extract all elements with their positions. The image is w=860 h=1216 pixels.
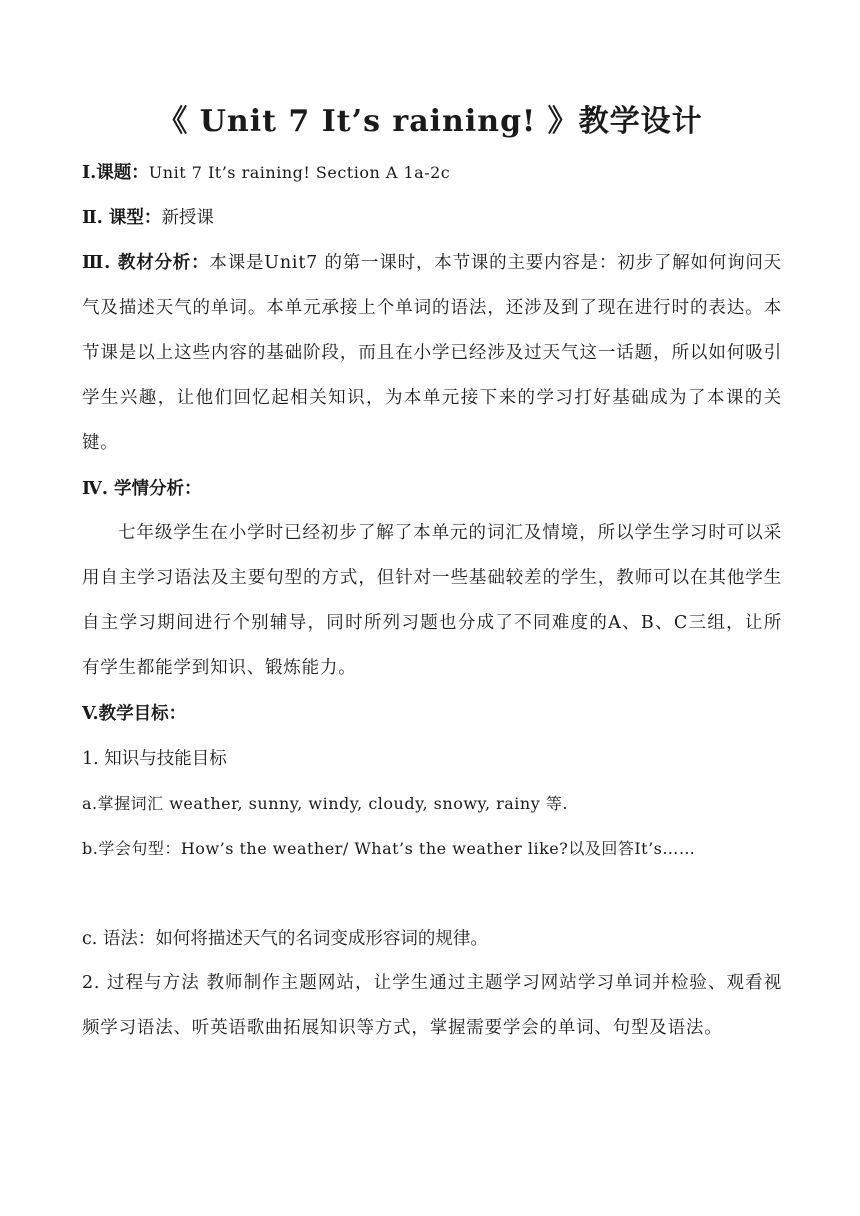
goals-label: V.教学目标： — [82, 704, 187, 724]
students-paragraph: 七年级学生在小学时已经初步了解了本单元的词汇及情境，所以学生学习时可以采用自主学习语法及主要句型的方式，但针对一些基础较差的学生，教师可以在其他学生自主学习期间进行个别辅导，同时所列习题也分成了不同难度的A、B、C三组，让所有学生都能学到知识、锻炼能力。 — [82, 523, 782, 678]
goal-1c: c. 语法：如何将描述天气的名词变成形容词的规律。 — [82, 929, 488, 949]
material-paragraph — [82, 241, 782, 466]
material-text: 本课是Unit7 的第一课时，本节课的主要内容是：初步了解如何询问天气及描述天气的单词。本单元承接上个单词的语法，还涉及到了现在进行时的表达。本节课是以上这些内容的基础阶段，而且在小学已经涉及过天气这一话题，所以如何吸引学生兴趣，让他们回忆起相关知识，为本单元接下来的学习打好基础成为了本课的关键。 — [82, 253, 782, 453]
material-label: Ⅲ. 教材分析： — [82, 253, 210, 273]
topic-value: Unit 7 It’s raining! Section A 1a-2c — [148, 163, 451, 182]
type-label: Ⅱ. 课型： — [82, 208, 162, 228]
goal-1b: b.学会句型：How’s the weather/ What’s the weather like?以及回答It’s…… — [82, 839, 696, 858]
students-heading — [82, 466, 782, 512]
topic-label: Ⅰ.课题： — [82, 163, 149, 183]
page-title: 《 Unit 7 It’s raining! 》教学设计 — [157, 104, 703, 139]
type-line — [82, 195, 782, 241]
goal-2: 2. 过程与方法 教师制作主题网站，让学生通过主题学习网站学习单词并检验、观看视频学习语法、听英语歌曲拓展知识等方式，掌握需要学会的单词、句型及语法。 — [82, 973, 782, 1038]
topic-line — [82, 150, 782, 196]
goal-1a: a.掌握词汇 weather, sunny, windy, cloudy, snowy, rainy 等. — [82, 794, 568, 813]
students-label: Ⅳ. 学情分析： — [82, 479, 202, 499]
goal-1: 1. 知识与技能目标 — [82, 749, 227, 769]
type-value: 新授课 — [161, 208, 214, 228]
goals-heading — [82, 691, 782, 737]
